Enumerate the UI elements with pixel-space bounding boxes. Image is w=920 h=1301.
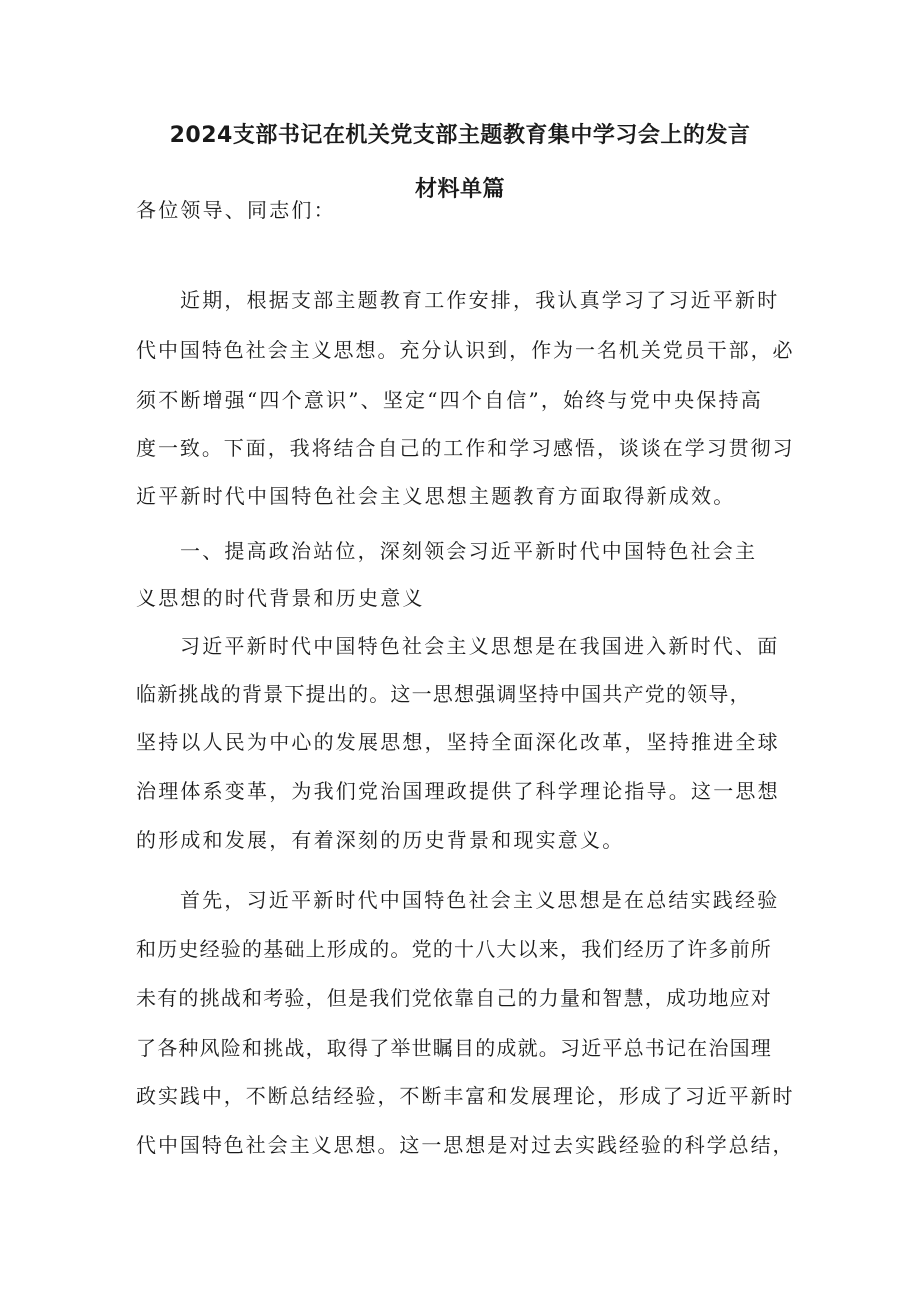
paragraph-1-line-3: 须不断增强“四个意识”、坚定“四个自信”，始终与党中央保持高 (136, 388, 763, 412)
salutation: 各位领导、同志们： (136, 198, 336, 222)
paragraph-4-line-5: 政实践中，不断总结经验，不断丰富和发展理论，形成了习近平新时 (136, 1084, 795, 1108)
document-title-line-1: 2024支部书记在机关党支部主题教育集中学习会上的发言 (169, 123, 751, 148)
paragraph-3-line-1: 习近平新时代中国特色社会主义思想是在我国进入新时代、面 (180, 634, 780, 658)
paragraph-4-line-1: 首先，习近平新时代中国特色社会主义思想是在总结实践经验 (180, 888, 780, 912)
paragraph-3-line-3: 坚持以人民为中心的发展思想，坚持全面深化改革，坚持推进全球 (136, 730, 780, 754)
paragraph-1-line-1: 近期，根据支部主题教育工作安排，我认真学习了习近平新时 (180, 288, 780, 312)
section-heading-1-line-1: 一、提高政治站位，深刻领会习近平新时代中国特色社会主 (180, 539, 758, 563)
paragraph-3-line-2: 临新挑战的背景下提出的。这一思想强调坚持中国共产党的领导， (136, 682, 751, 706)
paragraph-3-line-4: 治理体系变革，为我们党治国理政提供了科学理论指导。这一思想 (136, 779, 780, 803)
paragraph-4-line-3: 未有的挑战和考验，但是我们党依靠自己的力量和智慧，成功地应对 (136, 986, 772, 1010)
paragraph-4-line-4: 了各种风险和挑战，取得了举世瞩目的成就。习近平总书记在治国理 (136, 1036, 772, 1060)
paragraph-1-line-4: 度一致。下面，我将结合自己的工作和学习感悟，谈谈在学习贯彻习 (136, 436, 795, 460)
paragraph-3-line-5: 的形成和发展，有着深刻的历史背景和现实意义。 (136, 828, 625, 852)
paragraph-4-line-2: 和历史经验的基础上形成的。党的十八大以来，我们经历了许多前所 (136, 937, 772, 961)
paragraph-1-line-5: 近平新时代中国特色社会主义思想主题教育方面取得新成效。 (136, 484, 736, 508)
document-title-line-2: 材料单篇 (414, 177, 505, 202)
paragraph-1-line-2: 代中国特色社会主义思想。充分认识到，作为一名机关党员干部，必 (136, 338, 795, 362)
paragraph-4-line-6: 代中国特色社会主义思想。这一思想是对过去实践经验的科学总结， (136, 1133, 795, 1157)
section-heading-1-line-2: 义思想的时代背景和历史意义 (136, 586, 425, 610)
